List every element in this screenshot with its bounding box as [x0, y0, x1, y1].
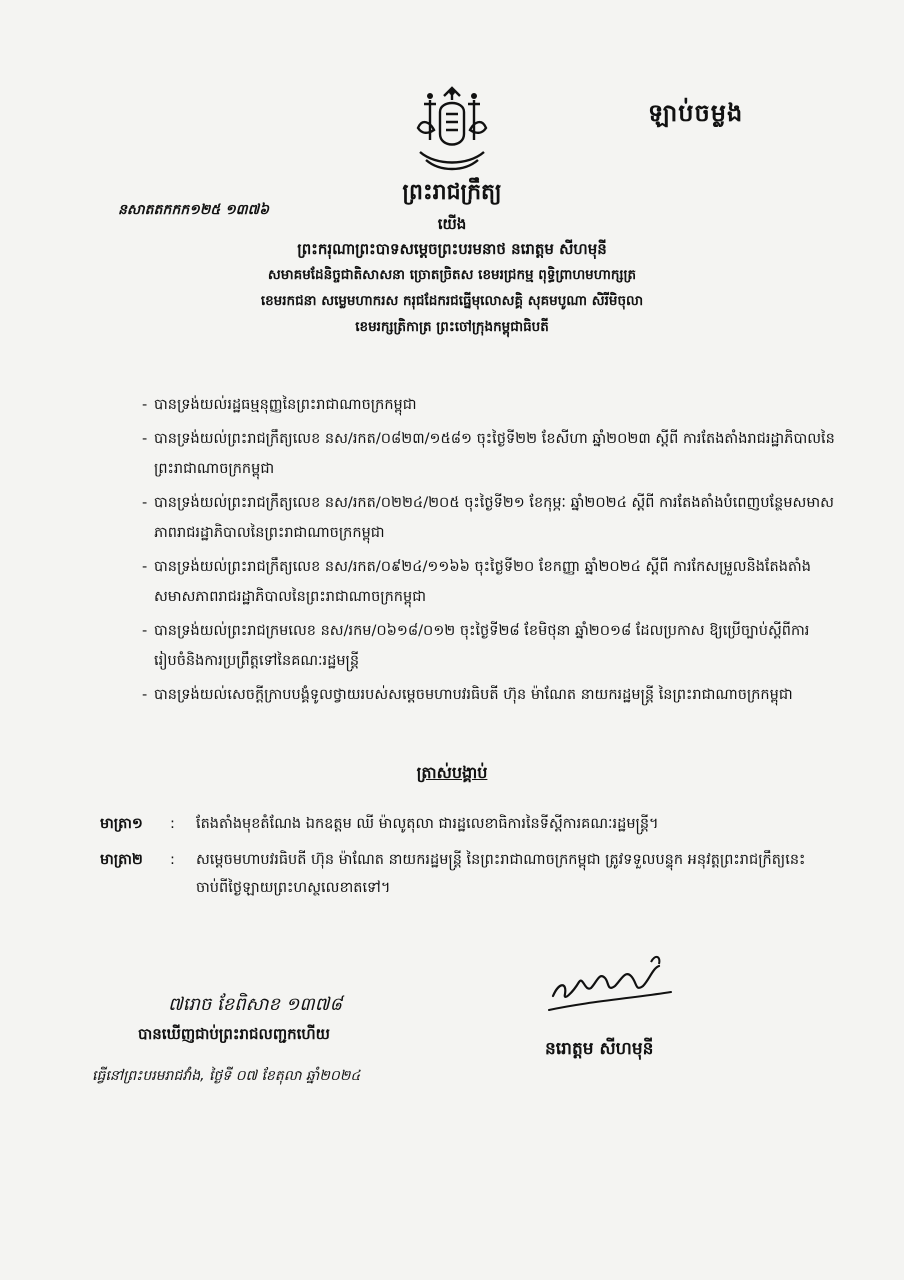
lunar-date: ៧រោច ខែពិសាខ ១៣៧៨	[168, 994, 343, 1015]
preamble-item: - បានទ្រង់យល់ព្រះរាជក្រឹត្យលេខ នស/រកត/០៩២៤/១១៦៦ ចុះថ្ងៃទី២០ ខែកញ្ញា ឆ្នាំ២០២៤ ស្តីពី ការកែសម្រួលនិងតែងតាំងសមាសភាពរាជរដ្ឋាភិបាលនៃព្រះរាជាណាចក្រកម្ពុជា	[140, 552, 840, 612]
preamble-list	[140, 390, 840, 714]
royal-emblem-icon	[400, 82, 504, 178]
place-and-date: ធ្វើនៅព្រះបរមរាជវាំង, ថ្ងៃទី ០៧ ខែតុលា ឆ្នាំ២០២៤	[92, 1068, 361, 1084]
king-title-line-2: សមាគមដែនិច្ចជាតិសាសនា ច្រោតច្រិតស ខេមរជ្រកម្ម ពុទ្ធិព្រាហមហាក្សត្រ	[267, 267, 637, 283]
king-title-line-3: ខេមរកជនា សម្លេមហាករស ករុជដែករជធ្នើមុលោសគ្គិ សុគមបូណា សិរីមិចុលា	[260, 293, 644, 309]
article-colon: :	[170, 852, 175, 868]
decision-heading: ត្រាស់បង្គាប់	[416, 763, 488, 782]
article-text: តែងតាំងមុខតំណែង ឯកឧត្តម ឈី ម៉ាលូតុលា ជារដ្ឋលេខាធិការនៃទីស្តីការគណៈរដ្ឋមន្ត្រី។	[196, 816, 659, 832]
decree-title: ព្រះរាជក្រឹត្យ	[402, 180, 502, 205]
article-1	[100, 810, 820, 838]
king-title-line-1: ព្រះករុណាព្រះបាទសម្តេចព្រះបរមនាថ នរោត្តម សីហមុនី	[297, 240, 607, 258]
article-label: មាត្រា២	[100, 852, 143, 868]
king-title-line-4: ខេមរក្សត្រិកាត្រ ព្រះចៅក្រុងកម្ពុជាធិបតី	[355, 319, 549, 335]
preamble-item: - បានទ្រង់យល់ព្រះរាជក្រមលេខ នស/រកម/០៦១៨/០១២ ចុះថ្ងៃទី២៨ ខែមិថុនា ឆ្នាំ២០១៨ ដែលប្រកាស ឱ្យប្រើច្បាប់ស្តីពីការរៀបចំនិងការប្រព្រឹត្តទៅនៃគណៈរដ្ឋមន្ត្រី	[140, 616, 840, 676]
decree-we: យើង	[437, 215, 467, 233]
article-label: មាត្រា១	[100, 816, 143, 832]
article-text: សម្តេចមហាបវរធិបតី ហ៊ុន ម៉ាណែត នាយករដ្ឋមន្ត្រី នៃព្រះរាជាណាចក្រកម្ពុជា ត្រូវទទួលបន្ទុក អនុវត្តព្រះរាជក្រឹត្យនេះ ចាប់ពីថ្ងៃឡាយព្រះហស្ថលេខាតទៅ។	[196, 852, 806, 896]
reference-number: នសាតតកកក១២៥ ១៣៧៦	[118, 202, 270, 218]
preamble-item: - បានទ្រង់យល់ព្រះរាជក្រឹត្យលេខ នស/រកត/០៨២៣/១៥៨១ ចុះថ្ងៃទី២២ ខែសីហា ឆ្នាំ២០២៣ ស្តីពី ការតែងតាំងរាជរដ្ឋាភិបាលនៃព្រះរាជាណាចក្រកម្ពុជា	[140, 424, 840, 484]
article-2	[100, 846, 820, 902]
signatory-name: នរោត្តម សីហមុនី	[545, 1039, 654, 1059]
preamble-item: - បានទ្រង់យល់សេចក្តីក្រាបបង្គំទូលថ្វាយរបស់សម្តេចមហាបវរធិបតី ហ៊ុន ម៉ាណែត នាយករដ្ឋមន្ត្រី នៃព្រះរាជាណាចក្រកម្ពុជា	[140, 680, 840, 710]
secret-copy-label: ឡាប់ចម្លង	[648, 99, 744, 127]
article-colon: :	[170, 816, 175, 832]
royal-signature	[545, 952, 675, 1022]
preamble-item: - បានទ្រង់យល់ព្រះរាជក្រឹត្យលេខ នស/រកត/០២២៤/២០៥ ចុះថ្ងៃទី២១ ខែកុម្ភៈ ឆ្នាំ២០២៤ ស្តីពី ការតែងតាំងបំពេញបន្ថែមសមាសភាពរាជរដ្ឋាភិបាលនៃព្រះរាជាណាចក្រកម្ពុជា	[140, 488, 840, 548]
royal-seal-note: បានឃើញជាប់ព្រះរាជលញ្ជកហើយ	[138, 1025, 330, 1043]
preamble-item: - បានទ្រង់យល់រដ្ឋធម្មនុញ្ញនៃព្រះរាជាណាចក្រកម្ពុជា	[140, 390, 840, 420]
